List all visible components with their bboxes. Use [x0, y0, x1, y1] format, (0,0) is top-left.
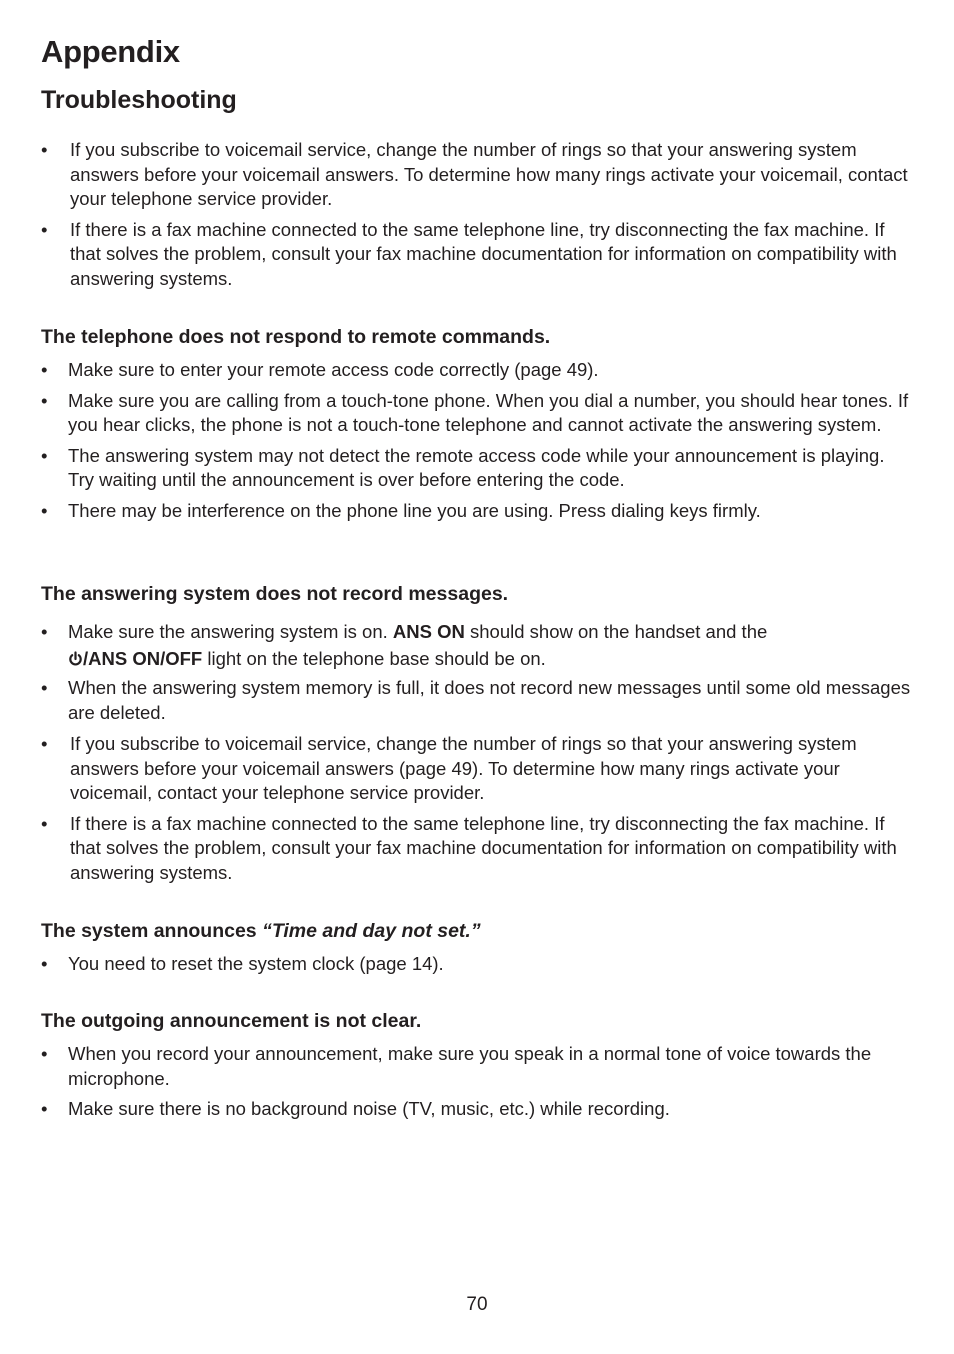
list-item: • Make sure you are calling from a touch-tone phone. When you dial a number, you should hear tones. If you hear clicks, the phone is not a touch-tone telephone and cannot activate the answering system. — [41, 389, 909, 435]
outgoing-heading: The outgoing announcement is not clear. — [41, 1010, 422, 1032]
page-number: 70 — [466, 1294, 488, 1315]
bullet: • — [41, 389, 48, 411]
bullet: • — [41, 218, 48, 240]
list-item: • If there is a fax machine connected to the same telephone line, try disconnecting the fax machine. If that solves the problem, consult your fax machine documentation for information on compatibility with answering systems. — [41, 812, 897, 883]
section-title: Troubleshooting — [41, 86, 237, 114]
clock-heading: The system announces “Time and day not set.” — [41, 920, 481, 942]
bullet: • — [41, 1098, 48, 1119]
bullet: • — [41, 1043, 48, 1064]
outgoing-list — [41, 1042, 911, 1128]
list-item: • When the answering system memory is full, it does not record new messages until some old messages are deleted. — [41, 677, 911, 723]
bullet: • — [41, 677, 48, 698]
power-icon — [68, 651, 83, 667]
page-title: Appendix — [41, 34, 180, 69]
record-heading: The answering system does not record messages. — [41, 583, 509, 605]
ans-on-label: ANS ON — [392, 621, 465, 642]
list-item: • Make sure the answering system is on. ANS ON should show on the handset and the /ANS ON/OFF light on the telephone base should be on. — [41, 618, 911, 672]
ans-on-off-key: /ANS ON/OFF — [83, 648, 203, 669]
bullet: • — [41, 953, 48, 974]
list-item: • If you subscribe to voicemail service, change the number of rings so that your answering system answers before your voicemail answers (page 49). To determine how many rings activate your voicemail, contact your telephone service provider. — [41, 733, 857, 803]
list-item: • There may be interference on the phone line you are using. Press dialing keys firmly. — [41, 499, 911, 524]
record-list — [41, 618, 911, 731]
bullet: • — [41, 499, 48, 521]
list-item: • The answering system may not detect the remote access code while your announcement is playing. Try waiting until the announcement is over before entering the code. — [41, 444, 885, 490]
list-item: • When you record your announcement, make sure you speak in a normal tone of voice towards the microphone. — [41, 1043, 872, 1089]
bullet: • — [41, 733, 48, 754]
bullet: • — [41, 812, 48, 834]
remote-list — [41, 358, 911, 529]
record-list-indented — [41, 732, 911, 891]
clock-list — [41, 952, 911, 983]
bullet: • — [41, 359, 48, 380]
list-item: • If there is a fax machine connected to the same telephone line, try disconnecting the fax machine. If that solves the problem, consult your fax machine documentation for information on compatibility with answering systems. — [41, 218, 897, 289]
bullet: • — [41, 621, 48, 642]
remote-heading: The telephone does not respond to remote commands. — [41, 326, 551, 348]
list-item: • Make sure there is no background noise (TV, music, etc.) while recording. — [41, 1097, 911, 1122]
bullet: • — [41, 444, 48, 466]
list-item: • Make sure to enter your remote access code correctly (page 49). — [41, 358, 911, 383]
intro-list — [41, 138, 911, 297]
bullet: • — [41, 139, 48, 160]
list-item: • You need to reset the system clock (page 14). — [41, 952, 911, 977]
list-item: • If you subscribe to voicemail service, change the number of rings so that your answering system answers before your voicemail answers. To determine how many rings activate your voicemail, contact your telephone service provider. — [41, 139, 908, 209]
